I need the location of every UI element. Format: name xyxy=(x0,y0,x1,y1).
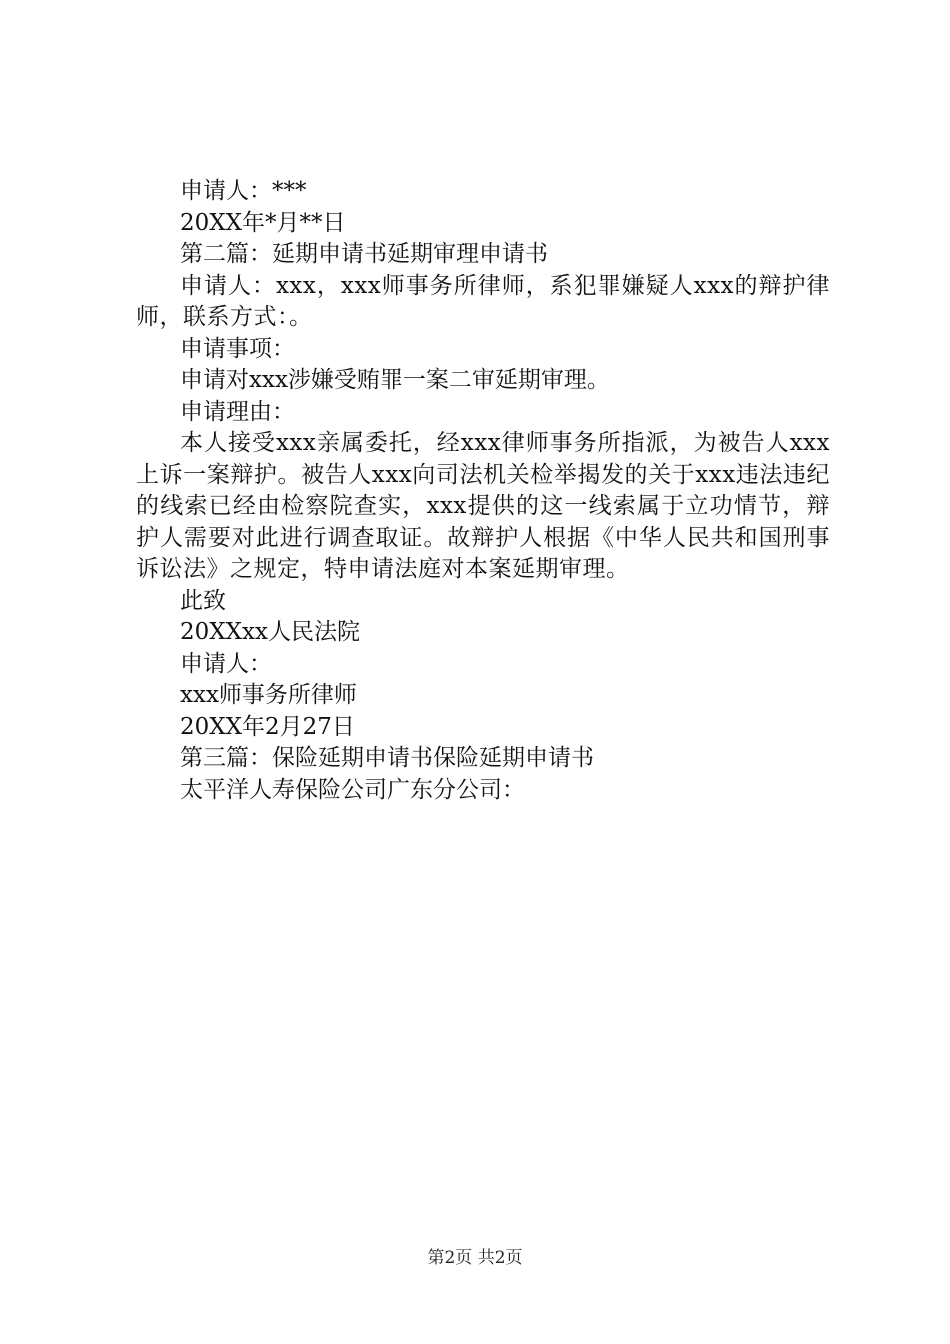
salutation-line: 此致 xyxy=(180,587,226,614)
applicant-line: 申请人：*** xyxy=(180,178,307,204)
court-line: 20XXxx人民法院 xyxy=(180,619,360,645)
signer-firm: xxx师事务所律师 xyxy=(180,682,357,708)
request-item-text: 申请对xxx涉嫌受贿罪一案二审延期审理。 xyxy=(180,367,610,393)
addressee-line: 太平洋人寿保险公司广东分公司： xyxy=(180,776,525,803)
request-item-label: 申请事项： xyxy=(180,335,295,362)
applicant-paragraph: 申请人：xxx，xxx师事务所律师，系犯罪嫌疑人xxx的辩护律师，联系方式：。 xyxy=(136,272,830,330)
reason-paragraph: 本人接受xxx亲属委托，经xxx律师事务所指派，为被告人xxx上诉一案辩护。被告人xxx向司法机关检举揭发的关于xxx违法违纪的线索已经由检察院查实，xxx提供的这一线索属于立功情节，辩护人需要对此进行调查取证。故辩护人根据《中华人民共和国刑事诉讼法》之规定，特申请法庭对本案延期审理。 xyxy=(136,430,830,582)
page-number: 第2页 共2页 xyxy=(427,1248,523,1268)
signed-date: 20XX年2月27日 xyxy=(180,713,355,740)
document-body xyxy=(136,176,830,806)
section-heading-3: 第三篇：保险延期申请书保险延期申请书 xyxy=(180,745,594,771)
request-reason-label: 申请理由： xyxy=(180,398,295,425)
signer-label: 申请人： xyxy=(180,650,272,677)
date-line: 20XX年*月**日 xyxy=(180,209,346,236)
section-heading-2: 第二篇：延期申请书延期审理申请书 xyxy=(180,241,548,267)
